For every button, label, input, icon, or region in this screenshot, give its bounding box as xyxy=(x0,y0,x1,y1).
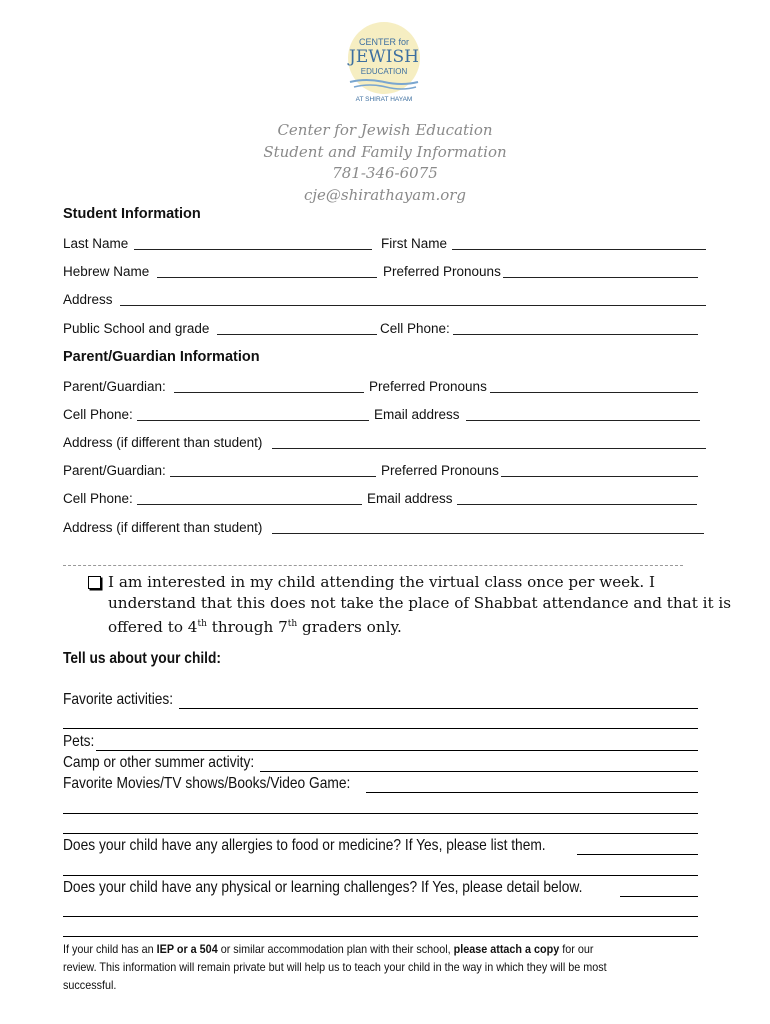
virtual-line3: offered to 4th through 7th graders only. xyxy=(108,618,402,637)
guardian1-pronouns-label: Preferred Pronouns xyxy=(369,379,487,394)
guardian2-email-field[interactable] xyxy=(457,504,697,505)
media-field[interactable] xyxy=(366,792,698,793)
virtual-line1: I am interested in my child attending the virtual class once per week. I xyxy=(108,573,656,591)
student-pronouns-label: Preferred Pronouns xyxy=(383,264,501,279)
guardian1-email-field[interactable] xyxy=(466,420,700,421)
last-name-label: Last Name xyxy=(63,236,129,251)
allergies-field-line2[interactable] xyxy=(63,875,698,876)
allergies-label: Does your child have any allergies to food or medicine? If Yes, please list them. xyxy=(63,837,546,854)
student-cell-field[interactable] xyxy=(453,334,698,335)
activities-label: Favorite activities: xyxy=(63,691,174,708)
guardian2-field[interactable] xyxy=(170,476,376,477)
first-name-label: First Name xyxy=(381,236,448,251)
guardian1-cell-label: Cell Phone: xyxy=(63,407,133,422)
address-field[interactable] xyxy=(120,305,706,306)
guardian2-pronouns-label: Preferred Pronouns xyxy=(381,463,499,478)
logo-line1: CENTER for xyxy=(358,37,410,47)
first-name-field[interactable] xyxy=(452,249,706,250)
school-grade-label: Public School and grade xyxy=(63,321,210,336)
iep-note-line3: successful. xyxy=(63,978,117,992)
guardian1-address-label: Address (if different than student) xyxy=(63,435,263,450)
camp-field[interactable] xyxy=(260,771,698,772)
activities-field-line2[interactable] xyxy=(63,728,698,729)
guardian2-email-label: Email address xyxy=(367,491,453,506)
header-subtitle: Student and Family Information xyxy=(263,142,507,161)
section-divider xyxy=(63,565,683,566)
guardian2-pronouns-field[interactable] xyxy=(501,476,698,477)
guardian1-email-label: Email address xyxy=(374,407,460,422)
virtual-line2: understand that this does not take the place of Shabbat attendance and that it is xyxy=(108,594,732,612)
hebrew-name-field[interactable] xyxy=(157,277,377,278)
virtual-class-checkbox[interactable] xyxy=(88,576,101,589)
guardian1-address-field[interactable] xyxy=(272,448,706,449)
media-field-line2[interactable] xyxy=(63,813,698,814)
student-cell-label: Cell Phone: xyxy=(380,321,450,336)
iep-note-line2: review. This information will remain private but will help us to teach your child in the way in which they will be most xyxy=(63,960,607,974)
center-logo xyxy=(336,18,432,108)
guardian1-label: Parent/Guardian: xyxy=(63,379,166,394)
challenges-field-line2[interactable] xyxy=(63,916,698,917)
header-title: Center for Jewish Education xyxy=(277,121,493,139)
logo-line2: JEWISH xyxy=(349,47,419,67)
guardian2-address-label: Address (if different than student) xyxy=(63,520,263,535)
guardian1-cell-field[interactable] xyxy=(137,420,369,421)
guardian2-address-field[interactable] xyxy=(272,533,704,534)
student-pronouns-field[interactable] xyxy=(503,277,698,278)
challenges-field[interactable] xyxy=(620,896,698,897)
header-email: cje@shirathayam.org xyxy=(303,185,467,204)
allergies-field[interactable] xyxy=(577,854,698,855)
iep-note-line1: If your child has an IEP or a 504 or similar accommodation plan with their school, please attach a copy for our xyxy=(63,942,594,956)
guardian2-cell-field[interactable] xyxy=(137,504,362,505)
pets-label: Pets: xyxy=(63,733,95,750)
challenges-field-line3[interactable] xyxy=(63,936,698,937)
pets-field[interactable] xyxy=(96,750,698,751)
header-phone: 781-346-6075 xyxy=(332,164,438,182)
iep-note xyxy=(63,940,723,994)
parent-section-heading: Parent/Guardian Information xyxy=(63,349,260,365)
guardian2-label: Parent/Guardian: xyxy=(63,463,166,478)
media-label: Favorite Movies/TV shows/Books/Video Game: xyxy=(63,775,351,792)
hebrew-name-label: Hebrew Name xyxy=(63,264,150,279)
logo-line3: EDUCATION xyxy=(360,67,408,76)
activities-field[interactable] xyxy=(179,708,698,709)
logo-line4: AT SHIRAT HAYAM xyxy=(355,96,413,103)
school-grade-field[interactable] xyxy=(217,334,377,335)
form-header xyxy=(0,120,770,206)
camp-label: Camp or other summer activity: xyxy=(63,754,255,771)
media-field-line3[interactable] xyxy=(63,833,698,834)
student-section-heading: Student Information xyxy=(63,206,201,222)
virtual-class-statement xyxy=(108,572,732,638)
last-name-field[interactable] xyxy=(134,249,372,250)
child-section-heading: Tell us about your child: xyxy=(63,650,221,667)
address-label: Address xyxy=(63,292,113,307)
guardian1-field[interactable] xyxy=(174,392,364,393)
challenges-label: Does your child have any physical or learning challenges? If Yes, please detail below. xyxy=(63,879,583,896)
guardian1-pronouns-field[interactable] xyxy=(490,392,698,393)
guardian2-cell-label: Cell Phone: xyxy=(63,491,133,506)
